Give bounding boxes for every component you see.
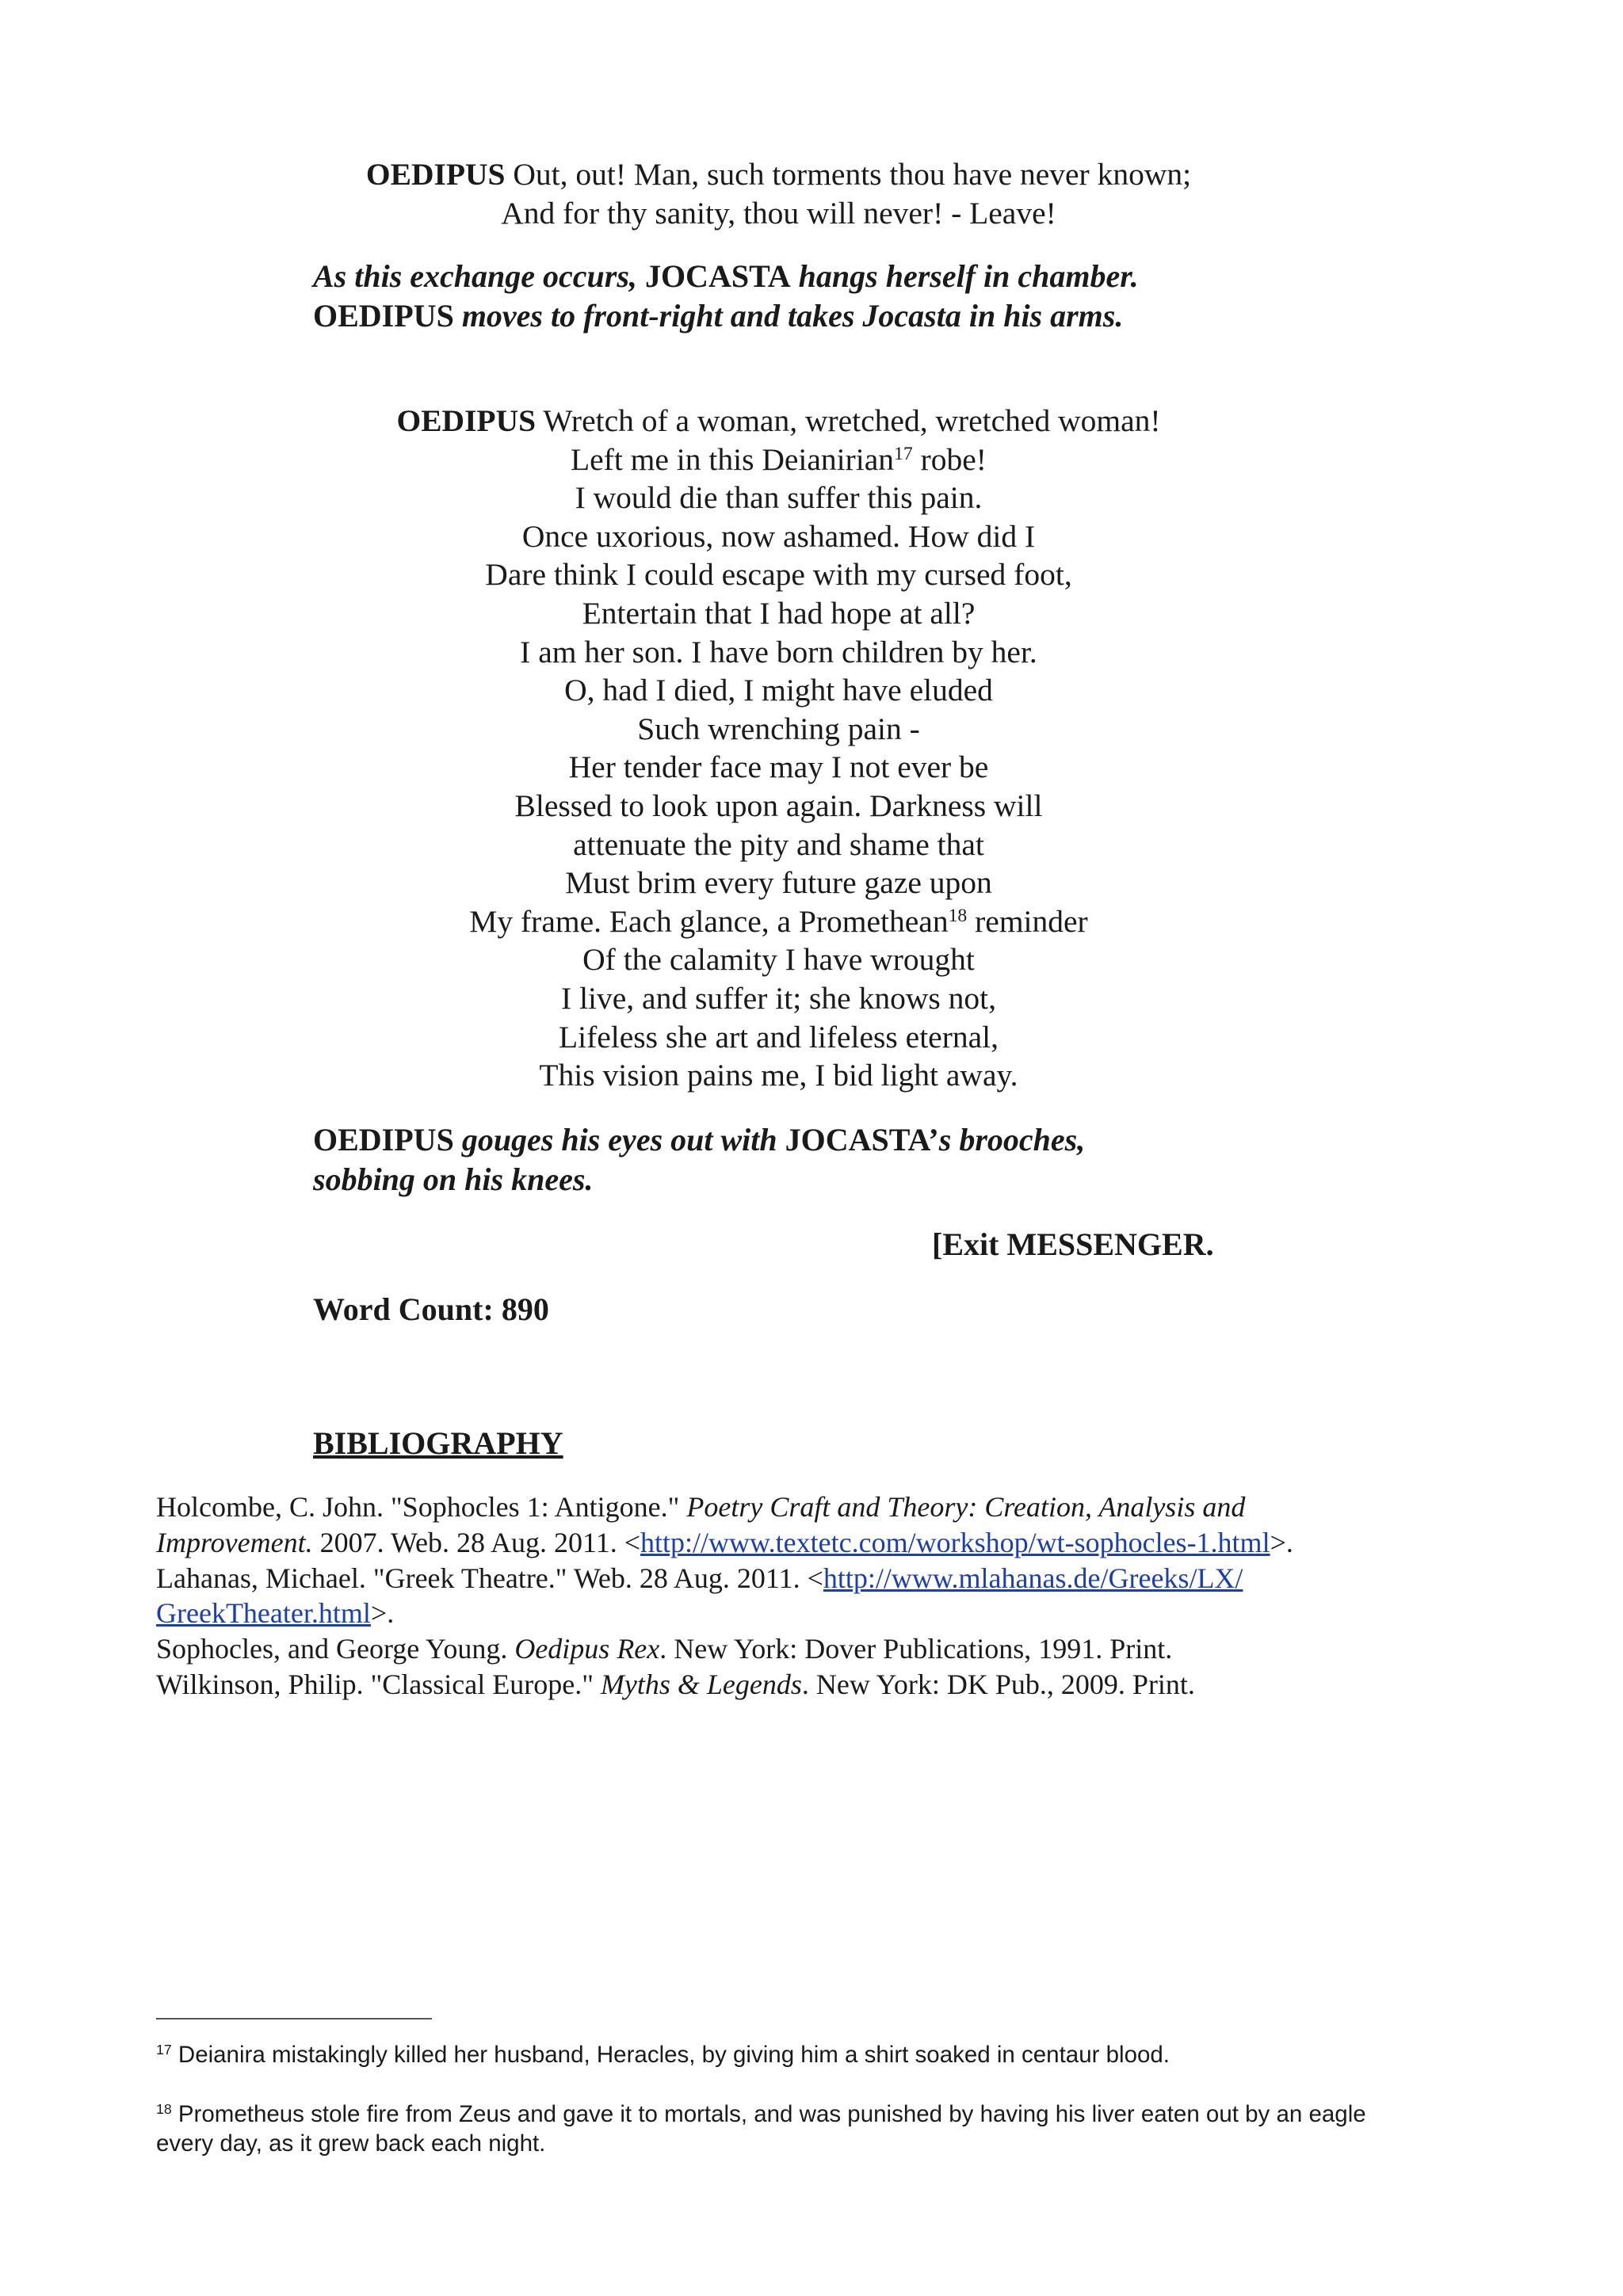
speaker-name: OEDIPUS: [396, 403, 537, 438]
bibliography-entry-wilkinson: Wilkinson, Philip. "Classical Europe." Myths & Legends. New York: DK Pub., 2009. Print.: [156, 1668, 1195, 1700]
verse-line: I would die than suffer this pain.: [575, 480, 983, 516]
verse-line: Dare think I could escape with my cursed foot,: [485, 557, 1072, 593]
footnote-line: every day, as it grew back each night.: [156, 2130, 546, 2157]
footnote-number: 18: [156, 2101, 172, 2118]
footnote-divider: [156, 2018, 432, 2019]
speaker-name: OEDIPUS: [365, 157, 506, 192]
mlahanas-link-cont[interactable]: GreekTheater.html: [156, 1597, 371, 1630]
verse-line: Her tender face may I not ever be: [568, 749, 989, 785]
verse-line: Once uxorious, now ashamed. How did I: [521, 518, 1036, 554]
verse-line: Must brim every future gaze upon: [565, 865, 992, 901]
stage-direction-line: OEDIPUS gouges his eyes out with JOCASTA’s brooches,: [313, 1122, 1086, 1158]
footnote-18: [156, 2100, 1487, 2158]
verse-line: Such wrenching pain -: [637, 711, 920, 746]
verse-line: I live, and suffer it; she knows not,: [561, 980, 996, 1016]
verse-line: O, had I died, I might have eluded: [564, 673, 993, 708]
verse-line: attenuate the pity and shame that: [573, 826, 984, 862]
exit-direction: [Exit MESSENGER.: [932, 1226, 1214, 1262]
bibliography-entry-holcombe-cont: Improvement. 2007. Web. 28 Aug. 2011. <http://www.textetc.com/workshop/wt-sophocles-1.html>.: [156, 1526, 1293, 1558]
stage-direction-line: OEDIPUS moves to front-right and takes Jocasta in his arms.: [313, 298, 1124, 334]
bibliography-entry-lahanas: Lahanas, Michael. "Greek Theatre." Web. 28 Aug. 2011. <http://www.mlahanas.de/Greeks/LX/: [156, 1562, 1243, 1594]
footnote-line: $^{18}$ Prometheus stole fire from Zeus and gave it to mortals, and was punished by having his liver eaten out by an eagle: [156, 2101, 1366, 2127]
textetc-link[interactable]: http://www.textetc.com/workshop/wt-sophocles-1.html: [640, 1526, 1270, 1558]
verse-line: This vision pains me, I bid light away.: [539, 1058, 1018, 1093]
mlahanas-link[interactable]: http://www.mlahanas.de/Greeks/LX/: [823, 1562, 1243, 1594]
footnote-number: 17: [156, 2042, 172, 2058]
character-name: JOCASTA’: [785, 1122, 939, 1158]
verse-line: I am her son. I have born children by her.: [520, 634, 1037, 669]
verse-line: OEDIPUS Wretch of a woman, wretched, wretched woman!: [396, 403, 1161, 438]
verse-line: Entertain that I had hope at all?: [582, 595, 976, 631]
verse-line: Left me in this Deianirian$^{17}$ robe!: [571, 441, 987, 477]
footnote-ref-18[interactable]: 18: [948, 905, 968, 926]
bibliography-list: [156, 1489, 1472, 1703]
bibliography-entry-sophocles: Sophocles, and George Young. Oedipus Rex. New York: Dover Publications, 1991. Print.: [156, 1633, 1173, 1665]
verse-line: OEDIPUS Out, out! Man, such torments thou have never known;: [365, 157, 1192, 192]
oedipus-speech-2: [313, 402, 1244, 1095]
verse-line: Blessed to look upon again. Darkness will: [514, 788, 1043, 823]
oedipus-speech-1: [313, 155, 1244, 232]
footnote-line: $^{17}$ Deianira mistakingly killed her husband, Heracles, by giving him a shirt soaked in centaur blood.: [156, 2042, 1170, 2068]
footnote-ref-17[interactable]: 17: [894, 443, 913, 464]
word-count: Word Count: 890: [313, 1291, 549, 1327]
stage-direction-1: [313, 257, 1343, 336]
footnote-17: [156, 2040, 1487, 2069]
character-name: OEDIPUS: [313, 298, 454, 334]
verse-line: And for thy sanity, thou will never! - Leave!: [501, 195, 1056, 231]
verse-line: My frame. Each glance, a Promethean$^{18}$ reminder: [469, 903, 1088, 939]
stage-direction-line: sobbing on his knees.: [313, 1161, 594, 1197]
verse-line: Lifeless she art and lifeless eternal,: [559, 1019, 999, 1055]
bibliography-entry-holcombe: Holcombe, C. John. "Sophocles 1: Antigone." Poetry Craft and Theory: Creation, Analysis and: [156, 1491, 1246, 1523]
character-name: JOCASTA: [644, 258, 791, 294]
verse-line: Of the calamity I have wrought: [582, 942, 975, 978]
bibliography-entry-lahanas-cont: GreekTheater.html>.: [156, 1597, 395, 1630]
character-name: OEDIPUS: [313, 1122, 454, 1158]
stage-direction-line: As this exchange occurs, JOCASTA hangs herself in chamber.: [313, 258, 1139, 294]
stage-direction-2: [313, 1120, 1343, 1199]
bibliography-heading: BIBLIOGRAPHY: [313, 1425, 563, 1461]
